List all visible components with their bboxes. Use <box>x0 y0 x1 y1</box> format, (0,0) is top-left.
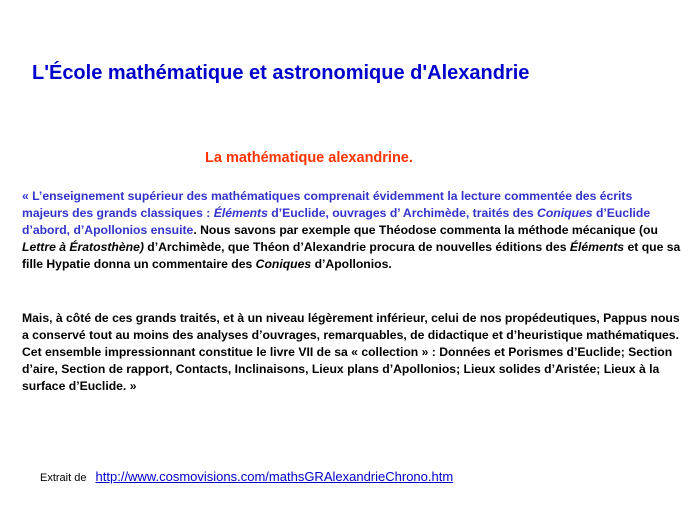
quote-title-lettre: Lettre à Ératosthène) <box>22 240 144 254</box>
section-subtitle: La mathématique alexandrine. <box>205 150 413 166</box>
quote-text-blue: d’Euclide, ouvrages d’ Archimède, traités des <box>267 206 538 220</box>
quote-title-elements: Éléments <box>569 240 625 254</box>
source-link[interactable]: http://www.cosmovisions.com/mathsGRAlexandrieChrono.htm <box>95 469 454 484</box>
quote-text-blue: d’Euclide d’abord, d’Apollonios ensuite <box>22 206 651 237</box>
source-label: Extrait de <box>40 472 87 484</box>
source-citation <box>40 469 453 484</box>
page-title: L'École mathématique et astronomique d'Alexandrie <box>32 62 530 84</box>
quote-title-coniques: Coniques <box>537 206 593 220</box>
quote-text: d’Archimède, que Théon d’Alexandrie procura de nouvelles éditions des <box>143 240 570 254</box>
quote-title-elements: Éléments <box>213 206 268 220</box>
quote-text: . Nous savons par exemple que Théodose commenta la méthode mécanique (ou <box>193 223 658 237</box>
quote-text: et que sa fille Hypatie donna un commentaire des <box>22 240 681 271</box>
quote-title-coniques: Coniques <box>255 257 312 271</box>
quote-paragraph-1 <box>22 188 682 273</box>
quote-text-blue: « L’enseignement supérieur des mathématiques comprenait évidemment la lecture commentée des écrits majeurs des grands classiques : <box>22 189 633 220</box>
quote-text: d’Apollonios. <box>311 257 392 271</box>
quote-paragraph-2: Mais, à côté de ces grands traités, et à un niveau légèrement inférieur, celui de nos propédeutiques, Pappus nous a conservé tout au moins des analyses d’ouvrages, remarquables, de didactique et d’heuristique mathématiques. Cet ensemble impressionnant constitue le livre VII de sa « collection » : Données et Porismes d’Euclide; Section d’aire, Section de rapport, Contacts, Inclinaisons, Lieux plans d’Apollonios; Lieux solides d’Aristée; Lieux à la surface d’Euclide. » <box>22 311 680 393</box>
